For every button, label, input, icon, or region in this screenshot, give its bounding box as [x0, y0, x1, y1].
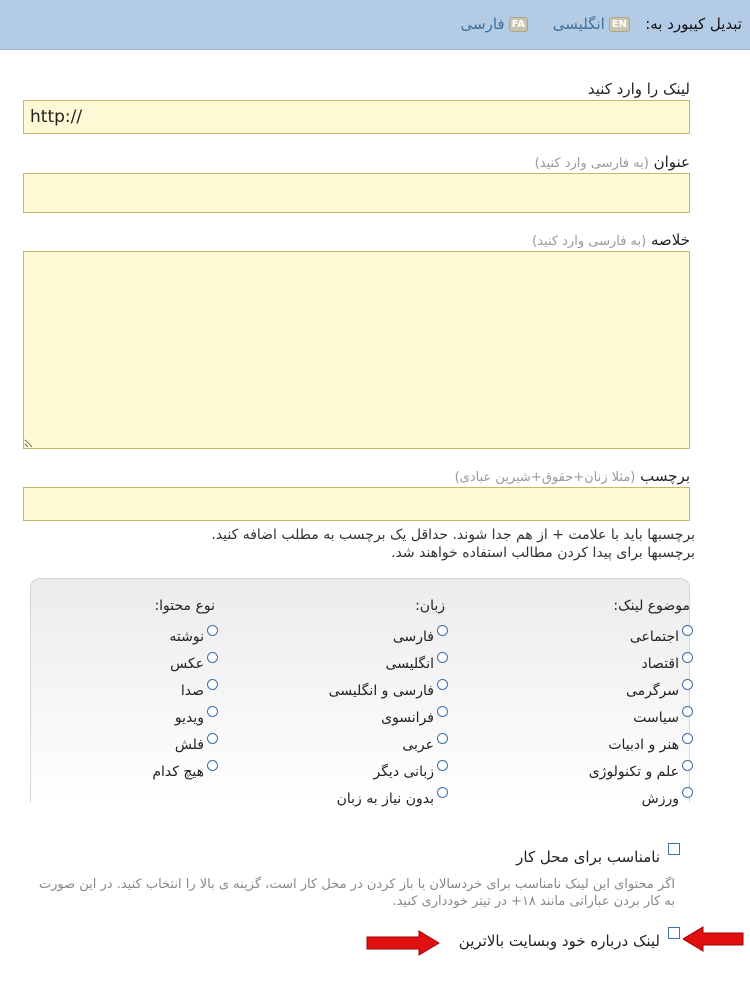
- title-input[interactable]: [23, 173, 690, 213]
- language-option[interactable]: [385, 656, 448, 672]
- subject-option[interactable]: [633, 710, 693, 726]
- content-type-option[interactable]: [170, 656, 218, 672]
- nsfw-note-line2: به کار بردن عباراتی مانند ۱۸+ در تیتر خودداری کنید.: [392, 894, 675, 909]
- subject-option[interactable]: [589, 764, 693, 780]
- content-type-radio[interactable]: [207, 760, 218, 771]
- content-type-option[interactable]: [175, 710, 218, 726]
- subject-option-label: هنر و ادبیات: [608, 737, 679, 753]
- keyboard-switch-bar: [0, 0, 750, 50]
- self-link-row[interactable]: [459, 932, 680, 950]
- content-type-radio[interactable]: [207, 625, 218, 636]
- subject-option[interactable]: [642, 791, 693, 807]
- self-link-label: لینک درباره خود وبسایت بالاترین: [458, 932, 660, 950]
- subject-option[interactable]: [630, 629, 693, 645]
- title-hint: (به فارسی وارد کنید): [534, 156, 649, 171]
- language-option-label: فارسی و انگلیسی: [328, 683, 434, 699]
- content-type-radio[interactable]: [207, 679, 218, 690]
- language-radio[interactable]: [437, 760, 448, 771]
- arrow-left-icon: [683, 925, 747, 953]
- language-option[interactable]: [329, 683, 448, 699]
- subject-radio[interactable]: [682, 652, 693, 663]
- keyboard-persian-label: فارسی: [460, 15, 505, 33]
- content-type-title: نوع محتوا:: [154, 598, 215, 614]
- language-radio[interactable]: [437, 733, 448, 744]
- content-type-radio[interactable]: [207, 733, 218, 744]
- subject-option[interactable]: [608, 737, 693, 753]
- language-option[interactable]: [373, 764, 448, 780]
- nsfw-row[interactable]: [516, 848, 680, 866]
- subject-option-label: ورزش: [641, 791, 679, 807]
- tags-hint: (مثلا زنان+حقوق+شیرین عبادی): [454, 470, 636, 485]
- summary-label: خلاصه: [650, 231, 690, 249]
- content-type-option[interactable]: [175, 737, 218, 753]
- content-type-option-label: هیچ کدام: [152, 764, 204, 780]
- title-label-row: [535, 153, 690, 171]
- language-option[interactable]: [393, 629, 448, 645]
- language-radio[interactable]: [437, 625, 448, 636]
- subject-option-label: علم و تکنولوژی: [588, 764, 679, 780]
- nsfw-note-line1: اگر محتوای این لینک نامناسب برای خردسالان یا باز کردن در محل کار است، گزینه ی بالا را انتخاب کنید. در این صورت: [38, 877, 675, 892]
- fa-badge-icon: FA: [509, 17, 528, 32]
- keyboard-switch-label: تبدیل کیبورد به:: [645, 15, 742, 33]
- subject-option[interactable]: [626, 683, 693, 699]
- subject-radio[interactable]: [682, 625, 693, 636]
- nsfw-checkbox[interactable]: [668, 843, 680, 855]
- tags-input[interactable]: [23, 487, 690, 521]
- subject-option-label: سرگرمی: [625, 683, 679, 699]
- language-option-label: زبانی دیگر: [373, 764, 434, 780]
- title-label: عنوان: [653, 153, 690, 171]
- arrow-right-icon: [365, 929, 441, 957]
- keyboard-english-option[interactable]: [553, 15, 630, 33]
- tags-help: [20, 526, 695, 562]
- content-type-option-label: صدا: [180, 683, 204, 699]
- summary-label-row: [532, 231, 690, 249]
- content-type-option[interactable]: [181, 683, 218, 699]
- self-link-checkbox[interactable]: [668, 927, 680, 939]
- content-type-option[interactable]: [169, 629, 218, 645]
- nsfw-label: نامناسب برای محل کار: [516, 848, 660, 866]
- subject-radio[interactable]: [682, 733, 693, 744]
- content-type-option-label: عکس: [170, 656, 204, 672]
- language-title: زبان:: [415, 598, 445, 614]
- language-option-label: عربی: [402, 737, 434, 753]
- tags-help-line1: برچسبها باید با علامت + از هم جدا شوند. حداقل یک برچسب به مطلب اضافه کنید.: [211, 527, 695, 543]
- language-option[interactable]: [381, 710, 448, 726]
- subject-radio[interactable]: [682, 760, 693, 771]
- subject-option-label: اجتماعی: [629, 629, 679, 645]
- keyboard-persian-option[interactable]: [461, 15, 529, 33]
- tags-help-line2: برچسبها برای پیدا کردن مطالب استفاده خواهند شد.: [391, 545, 695, 561]
- subject-option-label: سیاست: [633, 710, 679, 726]
- link-label: لینک را وارد کنید: [587, 80, 690, 98]
- en-badge-icon: EN: [609, 17, 630, 32]
- content-type-radio[interactable]: [207, 652, 218, 663]
- subject-radio[interactable]: [682, 787, 693, 798]
- language-radio[interactable]: [437, 787, 448, 798]
- subject-option[interactable]: [642, 656, 693, 672]
- language-radio[interactable]: [437, 706, 448, 717]
- content-type-option-label: فلش: [174, 737, 204, 753]
- tags-label: برچسب: [640, 467, 690, 485]
- nsfw-note: [0, 876, 675, 910]
- keyboard-english-label: انگلیسی: [552, 15, 605, 33]
- summary-textarea[interactable]: [23, 251, 690, 449]
- content-type-radio[interactable]: [207, 706, 218, 717]
- language-option[interactable]: [337, 791, 448, 807]
- language-option-label: فرانسوی: [381, 710, 434, 726]
- content-type-option-label: نوشته: [169, 629, 204, 645]
- subject-title: موضوع لینک:: [613, 598, 690, 614]
- language-radio[interactable]: [437, 679, 448, 690]
- subject-radio[interactable]: [682, 706, 693, 717]
- tags-label-row: [455, 467, 690, 485]
- language-radio[interactable]: [437, 652, 448, 663]
- language-option-label: فارسی: [392, 629, 434, 645]
- content-type-option-label: ویدیو: [174, 710, 204, 726]
- content-type-option[interactable]: [152, 764, 218, 780]
- link-input[interactable]: [23, 100, 690, 134]
- language-option[interactable]: [402, 737, 448, 753]
- summary-hint: (به فارسی وارد کنید): [532, 234, 647, 249]
- subject-radio[interactable]: [682, 679, 693, 690]
- subject-option-label: اقتصاد: [641, 656, 679, 672]
- language-option-label: بدون نیاز به زبان: [336, 791, 434, 807]
- language-option-label: انگلیسی: [385, 656, 434, 672]
